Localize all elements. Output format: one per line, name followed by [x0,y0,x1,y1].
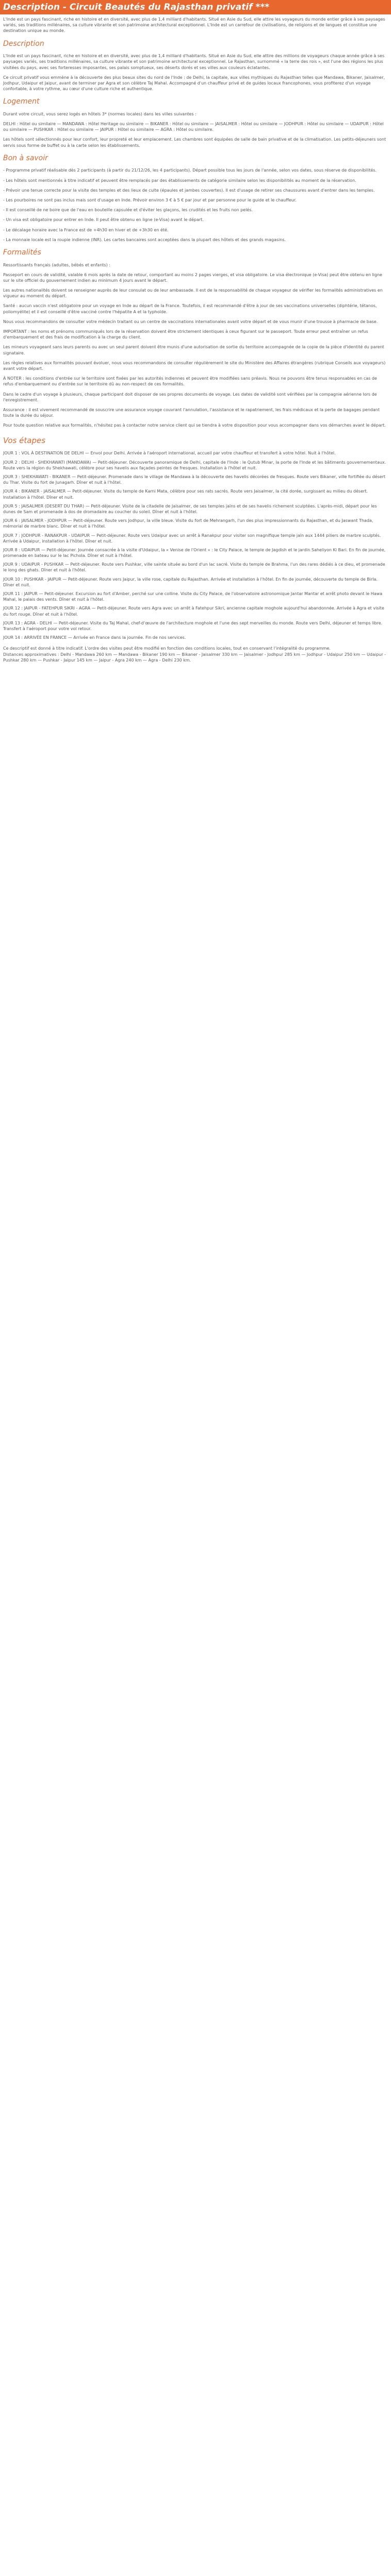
paragraph: Les règles relatives aux formalités pouvant évoluer, nous vous recommandons de consulter régulièrement le site du Ministère des Affaires étrangères (rubrique Conseils aux voyageurs) avant votre départ. [3,360,386,371]
section-heading-description: Description [3,39,44,48]
description-section [0,39,391,92]
paragraph: L'Inde est un pays fascinant, riche en histoire et en diversité, avec plus de 1,4 milliard d'habitants. Situé en Asie du Sud, elle attire des millions de voyageurs chaque année grâce à ses paysages variés, ses traditions millénaires, sa culture vibrante et son patrimoine architectural exceptionnel. Le Rajasthan, surnommé « la terre des rois », est l'une des régions les plus visitées du pays, avec ses forteresses imposantes, ses palais somptueux, ses déserts dorés et ses villes aux couleurs éclatantes. [3,54,385,70]
paragraph: Passeport en cours de validité, valable 6 mois après la date de retour, comportant au moins 2 pages vierges, et visa obligatoire. Le visa électronique (e-Visa) peut être obtenu en ligne sur le site officiel du gouvernement indien au minimum 4 jours avant le départ. [3,272,382,283]
paragraph: - Les pourboires ne sont pas inclus mais sont d'usage en Inde. Prévoir environ 3 € à 5 € par jour et par personne pour le guide et le chauffeur. [3,197,297,202]
paragraph: Pour toute question relative aux formalités, n'hésitez pas à contacter notre service client qui se tiendra à votre disposition pour vous accompagner dans vos démarches avant le départ. [3,423,386,428]
paragraph: Ressortissants français (adultes, bébés et enfants) : [3,262,110,267]
day-item: JOUR 14 : ARRIVÉE EN FRANCE — Arrivée en France dans la journée. Fin de nos services. [3,635,186,640]
paragraph: Ce circuit privatif vous emmène à la découverte des plus beaux sites du nord de l'Inde : de Delhi, la capitale, aux villes mythiques du Rajasthan telles que Mandawa, Bikaner, Jaisalmer, Jodhpur, Udaipur et Jaipur, avant de terminer par Agra et son célèbre Taj Mahal. Accompagné d'un chauffeur privé et de guides locaux francophones, vous profiterez d'un voyage confortable, à votre rythme, au cœur d'une culture riche et authentique. [3,75,385,92]
section-heading-formalites: Formalités [3,248,41,257]
day-item: JOUR 11 : JAIPUR — Petit-déjeuner. Excursion au fort d'Amber, perché sur une colline. Visite du City Palace, de l'observatoire astronomique Jantar Mantar et arrêt photo devant le Hawa Mahal, le palais des vents. Dîner et nuit à l'hôtel. [3,591,383,602]
bon-a-savoir-section [0,154,391,243]
paragraph: - Programme privatif réalisable dès 2 participants (à partir du 21/12/26, les 4 participants). Départ possible tous les jours de l'année, selon vos dates, sous réserve de disponibilités. [3,168,377,173]
section-heading-vos-etapes: Vos étapes [3,436,46,446]
paragraph: - Il est conseillé de ne boire que de l'eau en bouteille capsulée et d'éviter les glaçons, les crudités et les fruits non pelés. [3,208,253,213]
paragraph: Nous vous recommandons de consulter votre médecin traitant ou un centre de vaccinations internationales avant votre départ et de vous munir d'une trousse à pharmacie de base. [3,319,378,324]
vos-etapes-section [0,435,391,640]
formalites-section [0,248,391,429]
day-item: JOUR 12 : JAIPUR - FATEHPUR SIKRI - AGRA — Petit-déjeuner. Route vers Agra avec un arrêt à Fatehpur Sikri, ancienne capitale moghole aujourd'hui abandonnée. Arrivée à Agra et visite du fort rouge. Dîner et nuit à l'hôtel. [3,606,384,617]
section-heading-logement: Logement [3,97,40,106]
paragraph: - Le décalage horaire avec la France est de +4h30 en hiver et de +3h30 en été. [3,227,169,232]
day-item: JOUR 5 : JAISALMER (DESERT DU THAR) — Petit-déjeuner. Visite de la citadelle de Jaisalmer, de ses temples jaïns et de ses havelis richement sculptées. L'après-midi, départ pour les dunes de Sam et promenade à dos de dromadaire au coucher du soleil. Dîner et nuit à l'hôtel. [3,503,377,514]
day-item: JOUR 7 : JODHPUR - RANAKPUR - UDAIPUR — Petit-déjeuner. Route vers Udaipur avec un arrêt à Ranakpur pour visiter son magnifique temple jaïn aux 1444 piliers de marbre sculptés. Arrivée à Udaipur, installation à l'hôtel. Dîner et nuit. [3,533,381,544]
day-item: JOUR 8 : UDAIPUR — Petit-déjeuner. Journée consacrée à la visite d'Udaipur, la « Venise de l'Orient » : le City Palace, le temple de Jagdish et le jardin Saheliyon Ki Bari. En fin de journée, promenade en bateau sur le lac Pichola. Dîner et nuit à l'hôtel. [3,547,386,558]
section-heading-bon-a-savoir: Bon à savoir [3,154,48,162]
paragraph: DELHI : Hôtel ou similaire — MANDAWA : Hôtel Heritage ou similaire — BIKANER : Hôtel ou similaire — JAISALMER : Hôtel ou similaire — JODHPUR : Hôtel ou similaire — UDAIPUR : Hôtel ou similaire — PUSHKAR : Hôtel ou similaire — JAIPUR : Hôtel ou similaire — AGRA : Hôtel ou similaire. [3,122,384,132]
intro-text: L'Inde est un pays fascinant, riche en histoire et en diversité, avec plus de 1,4 milliard d'habitants. Situé en Asie du Sud, elle attire les voyageurs du monde entier grâce à ses paysages variés, ses traditions millénaires, sa culture vibrante et son patrimoine architectural exceptionnel. L'Inde est un carrefour de civilisations, de religions et de langues et constitue une destination unique au monde. [3,17,385,33]
paragraph: Les hôtels sont sélectionnés pour leur confort, leur propreté et leur emplacement. Les chambres sont équipées de salle de bain privative et de la climatisation. Les petits-déjeuners sont servis sous forme de buffet ou à la carte selon les établissements. [3,137,386,148]
page [0,0,391,663]
paragraph: - Un visa est obligatoire pour entrer en Inde. Il peut être obtenu en ligne (e-Visa) avant le départ. [3,217,204,223]
day-item: JOUR 2 : DELHI - SHEKHAWATI (MANDAWA) — Petit-déjeuner. Découverte panoramique de Delhi, capitale de l'Inde : le Qutub Minar, la porte de l'Inde et les bâtiments gouvernementaux. Route vers la région du Shekhawati, célèbre pour ses havelis aux façades peintes de fresques. Installation à l'hôtel et nuit. [3,460,386,470]
footer-line: Distances approximatives : Delhi - Mandawa 260 km — Mandawa - Bikaner 190 km — Bikaner - Jaisalmer 330 km — Jaisalmer - Jodhpur 285 km — Jodhpur - Udaipur 250 km — Udaipur - Pushkar 280 km — Pushkar - Jaipur 145 km — Jaipur - Agra 240 km — Agra - Delhi 230 km. [3,652,386,663]
day-item: JOUR 9 : UDAIPUR - PUSHKAR — Petit-déjeuner. Route vers Pushkar, ville sainte située au bord d'un lac sacré. Visite du temple de Brahma, l'un des rares dédiés à ce dieu, et promenade le long des ghats. Dîner et nuit à l'hôtel. [3,562,385,573]
logement-section [0,97,391,148]
paragraph: Dans le cadre d'un voyage à plusieurs, chaque participant doit disposer de ses propres documents de voyage. Les dates de validité sont vérifiées par la compagnie aérienne lors de l'enregistrement. [3,392,377,402]
paragraph: - Les hôtels sont mentionnés à titre indicatif et peuvent être remplacés par des établissements de catégorie similaire selon les disponibilités au moment de la réservation. [3,178,356,183]
paragraph: À NOTER : les conditions d'entrée sur le territoire sont fixées par les autorités indiennes et peuvent être modifiées sans préavis. Nous ne pouvons être tenus responsables en cas de refus d'embarquement ou d'entrée sur le territoire dû au non-respect de ces formalités. [3,376,377,387]
day-item: JOUR 13 : AGRA - DELHI — Petit-déjeuner. Visite du Taj Mahal, chef-d'œuvre de l'architecture moghole et l'une des sept merveilles du monde. Route vers Delhi, déjeuner et temps libre. Transfert à l'aéroport pour votre vol retour. [3,620,383,631]
day-item: JOUR 6 : JAISALMER - JODHPUR — Petit-déjeuner. Route vers Jodhpur, la ville bleue. Visite du fort de Mehrangarh, l'un des plus impressionnants du Rajasthan, et du Jaswant Thada, mémorial de marbre blanc. Dîner et nuit à l'hôtel. [3,518,373,529]
paragraph: - La monnaie locale est la roupie indienne (INR). Les cartes bancaires sont acceptées dans la plupart des hôtels et des grands magasins. [3,237,286,242]
page-title: Description - Circuit Beautés du Rajasthan privatif *** [0,0,391,14]
paragraph: - Prévoir une tenue correcte pour la visite des temples et des lieux de culte (épaules et jambes couvertes). Il est d'usage de retirer ses chaussures avant d'entrer dans les temples. [3,188,375,193]
intro-block [0,14,391,34]
day-item: JOUR 10 : PUSHKAR - JAIPUR — Petit-déjeuner. Route vers Jaipur, la ville rose, capitale du Rajasthan. Arrivée et installation à l'hôtel. En fin de journée, découverte du temple de Birla. Dîner et nuit. [3,577,378,587]
day-item: JOUR 3 : SHEKHAWATI - BIKANER — Petit-déjeuner. Promenade dans le village de Mandawa à la découverte des havelis décorées de fresques. Route vers Bikaner, ville fortifiée du désert du Thar. Visite du fort de Junagarh. Dîner et nuit à l'hôtel. [3,474,385,485]
paragraph: Durant votre circuit, vous serez logés en hôtels 3* (normes locales) dans les villes suivantes : [3,111,197,116]
day-item: JOUR 1 : VOL À DESTINATION DE DELHI — Envol pour Delhi. Arrivée à l'aéroport international, accueil par votre chauffeur et transfert à votre hôtel. Nuit à l'hôtel. [3,451,336,456]
paragraph: IMPORTANT : les noms et prénoms communiqués lors de la réservation doivent être strictement identiques à ceux figurant sur le passeport. Toute erreur peut entraîner un refus d'embarquement et des frais de modification à la charge du client. [3,329,368,340]
footer-line: Ce descriptif est donné à titre indicatif. L'ordre des visites peut être modifié en fonction des conditions locales, tout en conservant l'intégralité du programme. [3,646,331,651]
paragraph: Assurance : il est vivement recommandé de souscrire une assurance voyage couvrant l'annulation, l'assistance et le rapatriement, les frais médicaux et la perte de bagages pendant toute la durée du séjour. [3,407,380,418]
day-item: JOUR 4 : BIKANER - JAISALMER — Petit-déjeuner. Visite du temple de Karni Mata, célèbre pour ses rats sacrés. Route vers Jaisalmer, la cité dorée, surgissant au milieu du désert. Installation à l'hôtel. Dîner et nuit. [3,489,368,500]
footer-notes [0,646,391,663]
paragraph: Santé : aucun vaccin n'est obligatoire pour un voyage en Inde au départ de la France. Toutefois, il est recommandé d'être à jour de ses vaccinations universelles (diphtérie, tétanos, poliomyélite) et il est conseillé d'être vacciné contre l'hépatite A et la typhoïde. [3,303,377,314]
paragraph: Les autres nationalités doivent se renseigner auprès de leur consulat ou de leur ambassade. Il est de la responsabilité de chaque voyageur de vérifier les formalités administratives en vigueur au moment du départ. [3,288,383,299]
paragraph: Les mineurs voyageant sans leurs parents ou avec un seul parent doivent être munis d'une autorisation de sortie du territoire accompagnée de la copie de la pièce d'identité du parent signataire. [3,345,384,355]
